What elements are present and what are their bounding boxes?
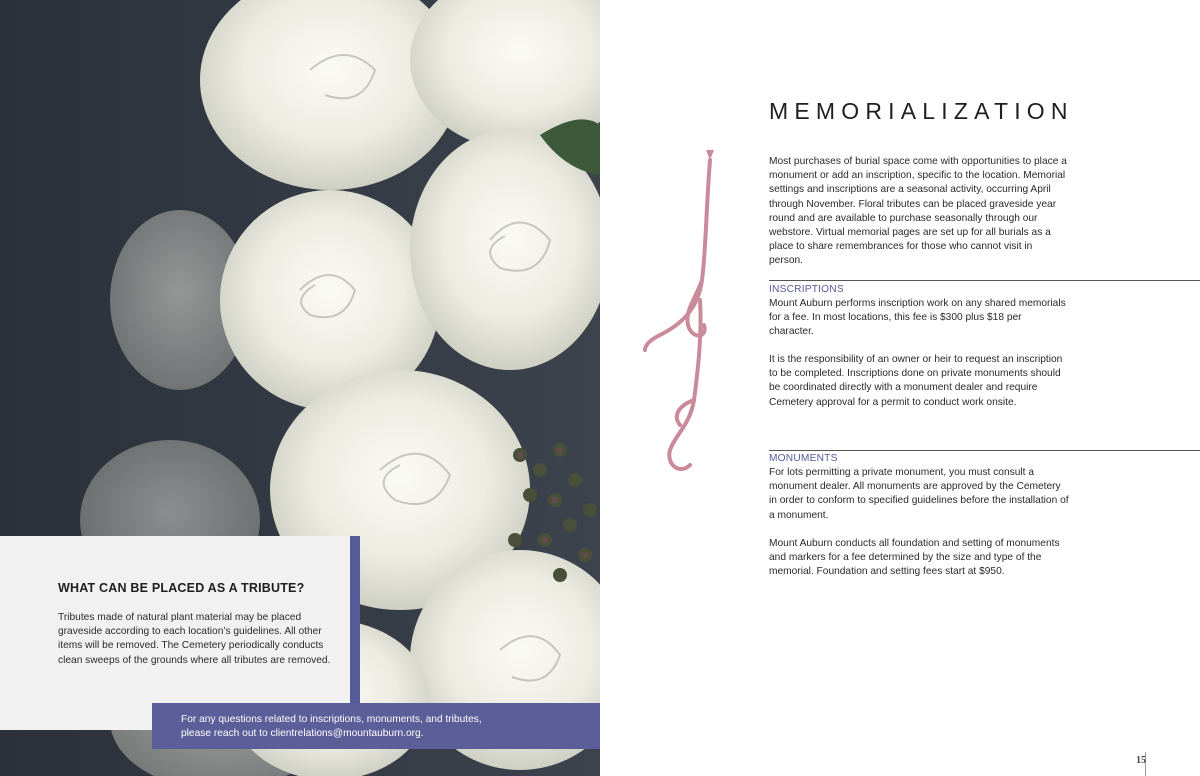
monuments-paragraph-1: For lots permitting a private monument, you must consult a monument dealer. All monuments are approved by the Cemetery in order to conform to specified guidelines before the installation of a monument. [769, 467, 1069, 521]
contact-line-2: please reach out to clientrelations@mountauburn.org. [181, 727, 424, 739]
page-number: 15 [1136, 755, 1146, 766]
tribute-title: WHAT CAN BE PLACED AS A TRIBUTE? [58, 581, 305, 595]
inscriptions-paragraph-1: Mount Auburn performs inscription work on any shared memorials for a fee. In most locations, this fee is $300 plus $18 per character. [769, 298, 1066, 338]
tribute-info-box [0, 536, 360, 730]
right-page [600, 0, 1200, 776]
divider-inscriptions [769, 280, 1200, 281]
intro-paragraph: Most purchases of burial space come with opportunities to place a monument or add an inscription, specific to the location. Memorial settings and inscriptions are a seasonal activity, occurring April through November. Floral tributes can be placed graveside year round and are available to purchase seasonally through our webstore. Virtual memorial pages are set up for all burials as a place to share remembrances for those who cannot visit in person. [769, 156, 1067, 267]
section-label-monuments: MONUMENTS [769, 453, 838, 464]
accent-bar [350, 536, 360, 730]
decorative-flourish [640, 150, 720, 490]
contact-line-1: For any questions related to inscriptions, monuments, and tributes, [181, 714, 482, 725]
contact-banner [152, 703, 600, 749]
divider-monuments [769, 450, 1200, 451]
monuments-paragraph-2: Mount Auburn conducts all foundation and setting of monuments and markers for a fee determined by the size and type of the memorial. Foundation and setting fees start at $950. [769, 538, 1060, 578]
inscriptions-paragraph-2: It is the responsibility of an owner or heir to request an inscription to be completed. Inscriptions done on private monuments should be coordinated directly with a monument dealer and require Cemetery approval for a permit to conduct work onsite. [769, 354, 1063, 408]
page-heading: MEMORIALIZATION [769, 98, 1074, 124]
section-label-inscriptions: INSCRIPTIONS [769, 284, 844, 295]
tribute-body: Tributes made of natural plant material may be placed graveside according to each location’s guidelines. All other items will be removed. The Cemetery periodically conducts clean sweeps of the grounds where all tributes are removed. [58, 612, 331, 666]
